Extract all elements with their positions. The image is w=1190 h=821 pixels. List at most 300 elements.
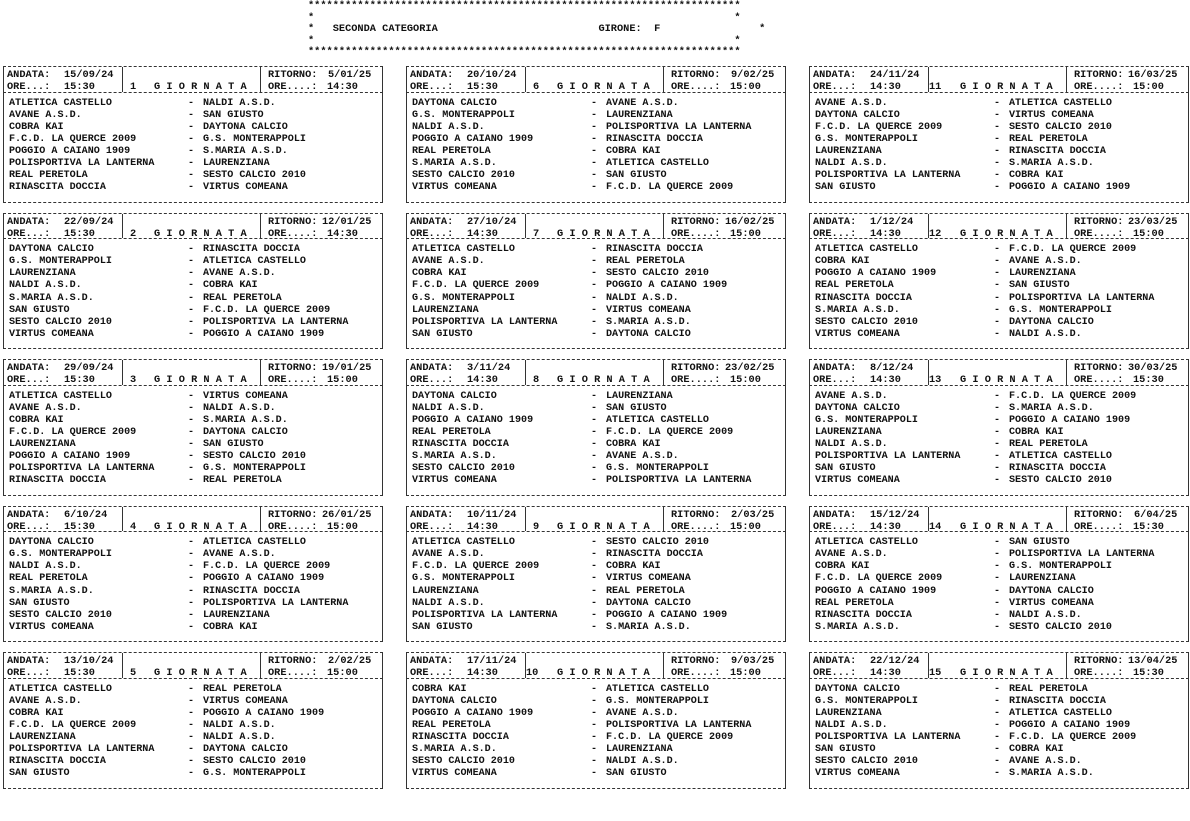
home-team: F.C.D. LA QUERCE 2009 bbox=[9, 133, 137, 145]
match-row bbox=[815, 439, 1188, 451]
match-dash: - bbox=[591, 146, 598, 158]
match-row bbox=[412, 403, 785, 415]
match-row bbox=[815, 720, 1188, 732]
divider bbox=[406, 641, 786, 642]
ore-label-2: ORE....: bbox=[1074, 520, 1124, 533]
home-team: SESTO CALCIO 2010 bbox=[412, 170, 515, 182]
home-team: POGGIO A CAIANO 1909 bbox=[9, 451, 131, 463]
home-team: LAURENZIANA bbox=[815, 426, 882, 438]
match-row bbox=[9, 756, 382, 768]
match-row bbox=[9, 732, 382, 744]
ritorno-label: RITORNO: bbox=[1074, 215, 1124, 228]
match-dash: - bbox=[188, 109, 195, 121]
home-team: NALDI A.S.D. bbox=[815, 158, 888, 170]
match-dash: - bbox=[994, 402, 1001, 414]
home-team: LAURENZIANA bbox=[412, 304, 479, 316]
match-row bbox=[815, 768, 1188, 780]
divider bbox=[406, 495, 786, 496]
divider bbox=[809, 202, 1189, 203]
home-team: LAURENZIANA bbox=[9, 439, 76, 451]
home-team: LAURENZIANA bbox=[9, 268, 76, 280]
match-row bbox=[412, 549, 785, 561]
round-block bbox=[3, 66, 383, 213]
away-team: SESTO CALCIO 2010 bbox=[203, 170, 306, 182]
away-team: LAURENZIANA bbox=[203, 158, 270, 170]
away-team: POLISPORTIVA LA LANTERNA bbox=[606, 475, 752, 487]
away-team: AVANE A.S.D. bbox=[606, 451, 679, 463]
ritorno-date: 16/02/25 bbox=[725, 215, 775, 228]
match-dash: - bbox=[591, 328, 598, 340]
home-team: REAL PERETOLA bbox=[412, 146, 491, 158]
away-team: SESTO CALCIO 2010 bbox=[606, 537, 709, 548]
away-team: POLISPORTIVA LA LANTERNA bbox=[606, 719, 752, 731]
match-list bbox=[809, 536, 1189, 641]
giornata-label: G I O R N A T A bbox=[960, 227, 1053, 240]
home-team: RINASCITA DOCCIA bbox=[412, 439, 509, 451]
match-dash: - bbox=[591, 695, 598, 707]
andata-time: 14:30 bbox=[870, 667, 901, 680]
ritorno-date: 23/03/25 bbox=[1128, 215, 1178, 228]
ritorno-label: RITORNO: bbox=[671, 508, 721, 521]
away-team: G.S. MONTERAPPOLI bbox=[203, 463, 306, 475]
andata-time: 14:30 bbox=[467, 227, 498, 240]
match-row bbox=[815, 451, 1188, 463]
home-team: DAYTONA CALCIO bbox=[9, 244, 94, 255]
away-team: NALDI A.S.D. bbox=[606, 756, 679, 768]
home-team: AVANE A.S.D. bbox=[815, 97, 888, 109]
ritorno-date: 23/02/25 bbox=[725, 362, 775, 374]
match-list bbox=[809, 390, 1189, 495]
match-dash: - bbox=[591, 121, 598, 133]
home-team: AVANE A.S.D. bbox=[9, 402, 82, 414]
home-team: LAURENZIANA bbox=[815, 146, 882, 158]
ore-label-2: ORE....: bbox=[268, 667, 318, 680]
home-team: VIRTUS COMEANA bbox=[815, 768, 900, 780]
match-row bbox=[9, 744, 382, 756]
separator bbox=[260, 67, 261, 92]
away-team: S.MARIA A.S.D. bbox=[1009, 158, 1094, 170]
match-row bbox=[9, 98, 382, 110]
home-team: SESTO CALCIO 2010 bbox=[815, 756, 918, 768]
match-dash: - bbox=[591, 182, 598, 194]
home-team: RINASCITA DOCCIA bbox=[9, 756, 106, 768]
round-header bbox=[809, 653, 1189, 678]
match-row bbox=[412, 98, 785, 110]
match-dash: - bbox=[994, 573, 1001, 585]
away-team: NALDI A.S.D. bbox=[1009, 328, 1082, 340]
home-team: NALDI A.S.D. bbox=[815, 719, 888, 731]
home-team: REAL PERETOLA bbox=[412, 426, 491, 438]
away-team: POGGIO A CAIANO 1909 bbox=[203, 573, 325, 585]
match-row bbox=[815, 244, 1188, 256]
home-team: G.S. MONTERAPPOLI bbox=[815, 133, 918, 145]
match-row bbox=[412, 573, 785, 585]
away-team: S.MARIA A.S.D. bbox=[1009, 768, 1094, 780]
match-row bbox=[9, 561, 382, 573]
match-row bbox=[815, 756, 1188, 768]
match-row bbox=[412, 134, 785, 146]
match-row bbox=[412, 110, 785, 122]
away-team: POGGIO A CAIANO 1909 bbox=[203, 707, 325, 719]
match-row bbox=[412, 427, 785, 439]
round-header bbox=[3, 507, 383, 532]
match-dash: - bbox=[591, 707, 598, 719]
match-dash: - bbox=[994, 121, 1001, 133]
match-row bbox=[815, 427, 1188, 439]
divider bbox=[406, 348, 786, 349]
divider bbox=[3, 348, 383, 349]
match-dash: - bbox=[591, 549, 598, 561]
home-team: VIRTUS COMEANA bbox=[9, 621, 94, 633]
divider bbox=[3, 788, 383, 789]
match-list bbox=[3, 536, 383, 641]
andata-date: 29/09/24 bbox=[64, 362, 114, 374]
match-row bbox=[815, 268, 1188, 280]
match-list bbox=[406, 97, 786, 202]
ritorno-date: 30/03/25 bbox=[1128, 362, 1178, 374]
giornata-label: G I O R N A T A bbox=[557, 520, 650, 533]
andata-date: 15/12/24 bbox=[870, 508, 920, 521]
away-team: REAL PERETOLA bbox=[1009, 683, 1088, 695]
match-dash: - bbox=[994, 707, 1001, 719]
ore-label: ORE...: bbox=[410, 667, 454, 680]
match-row bbox=[9, 463, 382, 475]
ore-label-2: ORE....: bbox=[1074, 81, 1124, 94]
giornata-number: 13 bbox=[929, 374, 942, 387]
giornata-label: G I O R N A T A bbox=[154, 81, 247, 94]
away-team: VIRTUS COMEANA bbox=[606, 573, 691, 585]
ore-label-2: ORE....: bbox=[671, 667, 721, 680]
away-team: POGGIO A CAIANO 1909 bbox=[1009, 414, 1131, 426]
away-team: AVANE A.S.D. bbox=[606, 97, 679, 109]
match-row bbox=[815, 610, 1188, 622]
home-team: SAN GIUSTO bbox=[412, 621, 473, 633]
match-dash: - bbox=[994, 683, 1001, 695]
separator bbox=[260, 360, 261, 385]
home-team: SAN GIUSTO bbox=[9, 768, 70, 780]
home-team: RINASCITA DOCCIA bbox=[412, 732, 509, 744]
ore-label-2: ORE....: bbox=[1074, 667, 1124, 680]
match-dash: - bbox=[591, 280, 598, 292]
match-dash: - bbox=[591, 256, 598, 268]
match-dash: - bbox=[591, 133, 598, 145]
ritorno-date: 5/01/25 bbox=[328, 69, 372, 81]
separator bbox=[525, 67, 526, 92]
away-team: G.S. MONTERAPPOLI bbox=[203, 768, 306, 780]
away-team: COBRA KAI bbox=[1009, 744, 1064, 756]
match-dash: - bbox=[591, 561, 598, 573]
separator bbox=[663, 360, 664, 385]
round-block bbox=[3, 652, 383, 799]
away-team: DAYTONA CALCIO bbox=[1009, 585, 1094, 597]
match-row bbox=[9, 439, 382, 451]
match-dash: - bbox=[188, 451, 195, 463]
match-list bbox=[406, 390, 786, 495]
ore-label: ORE...: bbox=[410, 81, 454, 94]
andata-date: 8/12/24 bbox=[870, 362, 914, 374]
giornata-number: 7 bbox=[533, 227, 540, 240]
away-team: NALDI A.S.D. bbox=[203, 719, 276, 731]
home-team: NALDI A.S.D. bbox=[815, 439, 888, 451]
ritorno-time: 15:00 bbox=[327, 520, 358, 533]
away-team: LAURENZIANA bbox=[606, 109, 673, 121]
match-row bbox=[9, 708, 382, 720]
match-row bbox=[815, 280, 1188, 292]
away-team: AVANE A.S.D. bbox=[606, 707, 679, 719]
home-team: DAYTONA CALCIO bbox=[815, 109, 900, 121]
separator bbox=[663, 507, 664, 532]
match-list bbox=[406, 243, 786, 348]
ore-label: ORE...: bbox=[410, 227, 454, 240]
away-team: ATLETICA CASTELLO bbox=[203, 256, 306, 268]
away-team: AVANE A.S.D. bbox=[203, 268, 276, 280]
home-team: G.S. MONTERAPPOLI bbox=[9, 256, 112, 268]
match-dash: - bbox=[591, 683, 598, 695]
match-list bbox=[809, 97, 1189, 202]
away-team: NALDI A.S.D. bbox=[1009, 609, 1082, 621]
round-block bbox=[406, 506, 786, 653]
match-row bbox=[9, 305, 382, 317]
home-team: G.S. MONTERAPPOLI bbox=[412, 109, 515, 121]
away-team: SAN GIUSTO bbox=[606, 170, 667, 182]
match-dash: - bbox=[591, 585, 598, 597]
giornata-label: G I O R N A T A bbox=[557, 81, 650, 94]
ritorno-time: 15:00 bbox=[730, 374, 761, 387]
home-team: S.MARIA A.S.D. bbox=[412, 158, 497, 170]
match-dash: - bbox=[591, 744, 598, 756]
separator bbox=[122, 360, 123, 385]
away-team: AVANE A.S.D. bbox=[1009, 756, 1082, 768]
ritorno-label: RITORNO: bbox=[268, 362, 318, 374]
match-dash: - bbox=[591, 316, 598, 328]
match-row bbox=[412, 391, 785, 403]
match-row bbox=[815, 122, 1188, 134]
ritorno-date: 9/02/25 bbox=[731, 69, 775, 81]
match-dash: - bbox=[994, 304, 1001, 316]
andata-label: ANDATA: bbox=[7, 69, 51, 81]
away-team: REAL PERETOLA bbox=[606, 256, 685, 268]
match-row bbox=[815, 744, 1188, 756]
match-row bbox=[815, 549, 1188, 561]
header-stars-top: ********************************************************************** bbox=[308, 0, 741, 12]
match-row bbox=[9, 170, 382, 182]
away-team: COBRA KAI bbox=[1009, 426, 1064, 438]
home-team: REAL PERETOLA bbox=[9, 573, 88, 585]
match-dash: - bbox=[994, 133, 1001, 145]
match-dash: - bbox=[994, 719, 1001, 731]
home-team: POLISPORTIVA LA LANTERNA bbox=[9, 463, 155, 475]
match-row bbox=[9, 684, 382, 696]
match-row bbox=[9, 610, 382, 622]
match-dash: - bbox=[994, 768, 1001, 780]
away-team: REAL PERETOLA bbox=[606, 585, 685, 597]
home-team: NALDI A.S.D. bbox=[9, 280, 82, 292]
ritorno-label: RITORNO: bbox=[671, 215, 721, 228]
away-team: POGGIO A CAIANO 1909 bbox=[1009, 182, 1131, 194]
match-row bbox=[9, 110, 382, 122]
away-team: ATLETICA CASTELLO bbox=[1009, 97, 1112, 109]
giornata-label: G I O R N A T A bbox=[154, 520, 247, 533]
home-team: REAL PERETOLA bbox=[412, 719, 491, 731]
away-team: SESTO CALCIO 2010 bbox=[606, 268, 709, 280]
away-team: DAYTONA CALCIO bbox=[606, 597, 691, 609]
match-dash: - bbox=[188, 439, 195, 451]
separator bbox=[122, 507, 123, 532]
home-team: AVANE A.S.D. bbox=[815, 390, 888, 402]
ore-label: ORE...: bbox=[813, 81, 857, 94]
away-team: F.C.D. LA QUERCE 2009 bbox=[606, 732, 734, 744]
divider bbox=[809, 348, 1189, 349]
match-row bbox=[412, 158, 785, 170]
away-team: VIRTUS COMEANA bbox=[1009, 109, 1094, 121]
match-row bbox=[412, 586, 785, 598]
andata-date: 22/12/24 bbox=[870, 655, 920, 667]
giornata-number: 5 bbox=[130, 667, 137, 680]
round-block bbox=[3, 506, 383, 653]
match-dash: - bbox=[994, 97, 1001, 109]
girone-label: GIRONE: bbox=[598, 23, 642, 36]
home-team: DAYTONA CALCIO bbox=[412, 97, 497, 109]
match-dash: - bbox=[994, 414, 1001, 426]
match-dash: - bbox=[188, 463, 195, 475]
match-row bbox=[815, 329, 1188, 341]
home-team: COBRA KAI bbox=[9, 707, 64, 719]
andata-label: ANDATA: bbox=[410, 69, 454, 81]
match-row bbox=[9, 146, 382, 158]
ritorno-date: 2/02/25 bbox=[328, 655, 372, 667]
away-team: ATLETICA CASTELLO bbox=[1009, 451, 1112, 463]
match-dash: - bbox=[591, 621, 598, 633]
separator bbox=[1066, 214, 1067, 239]
andata-date: 1/12/24 bbox=[870, 215, 914, 228]
away-team: DAYTONA CALCIO bbox=[203, 744, 288, 756]
home-team: SESTO CALCIO 2010 bbox=[412, 463, 515, 475]
giornata-label: G I O R N A T A bbox=[557, 667, 650, 680]
match-dash: - bbox=[591, 439, 598, 451]
home-team: SESTO CALCIO 2010 bbox=[9, 609, 112, 621]
andata-date: 27/10/24 bbox=[467, 215, 517, 228]
home-team: POGGIO A CAIANO 1909 bbox=[815, 268, 937, 280]
match-dash: - bbox=[188, 414, 195, 426]
round-block bbox=[406, 66, 786, 213]
separator bbox=[663, 214, 664, 239]
andata-time: 14:30 bbox=[467, 667, 498, 680]
ore-label-2: ORE....: bbox=[671, 227, 721, 240]
ritorno-label: RITORNO: bbox=[671, 655, 721, 667]
home-team: SAN GIUSTO bbox=[815, 463, 876, 475]
match-row bbox=[815, 475, 1188, 487]
match-row bbox=[9, 293, 382, 305]
away-team: REAL PERETOLA bbox=[1009, 133, 1088, 145]
match-row bbox=[9, 158, 382, 170]
away-team: REAL PERETOLA bbox=[203, 475, 282, 487]
round-header bbox=[3, 214, 383, 239]
match-dash: - bbox=[994, 244, 1001, 255]
girone-value: F bbox=[654, 23, 661, 36]
match-row bbox=[815, 305, 1188, 317]
match-dash: - bbox=[994, 146, 1001, 158]
column-2 bbox=[406, 66, 786, 799]
home-team: F.C.D. LA QUERCE 2009 bbox=[9, 719, 137, 731]
match-row bbox=[412, 451, 785, 463]
away-team: G.S. MONTERAPPOLI bbox=[606, 463, 709, 475]
match-dash: - bbox=[591, 109, 598, 121]
match-dash: - bbox=[188, 597, 195, 609]
match-row bbox=[815, 317, 1188, 329]
home-team: RINASCITA DOCCIA bbox=[9, 475, 106, 487]
home-team: POGGIO A CAIANO 1909 bbox=[815, 585, 937, 597]
giornata-label: G I O R N A T A bbox=[154, 667, 247, 680]
home-team: ATLETICA CASTELLO bbox=[815, 244, 918, 255]
home-team: AVANE A.S.D. bbox=[412, 256, 485, 268]
home-team: F.C.D. LA QUERCE 2009 bbox=[815, 121, 943, 133]
home-team: POLISPORTIVA LA LANTERNA bbox=[815, 732, 961, 744]
ritorno-date: 2/03/25 bbox=[731, 508, 775, 521]
match-dash: - bbox=[994, 170, 1001, 182]
home-team: SESTO CALCIO 2010 bbox=[815, 316, 918, 328]
match-dash: - bbox=[591, 304, 598, 316]
match-row bbox=[412, 756, 785, 768]
andata-time: 15:30 bbox=[64, 227, 95, 240]
giornata-number: 2 bbox=[130, 227, 137, 240]
ritorno-date: 26/01/25 bbox=[322, 508, 372, 521]
home-team: F.C.D. LA QUERCE 2009 bbox=[9, 426, 137, 438]
ritorno-date: 6/04/25 bbox=[1134, 508, 1178, 521]
match-row bbox=[412, 475, 785, 487]
home-team: G.S. MONTERAPPOLI bbox=[815, 414, 918, 426]
match-list bbox=[3, 683, 383, 788]
ore-label-2: ORE....: bbox=[671, 520, 721, 533]
separator bbox=[525, 653, 526, 678]
match-dash: - bbox=[188, 549, 195, 561]
home-team: VIRTUS COMEANA bbox=[815, 328, 900, 340]
andata-time: 14:30 bbox=[870, 227, 901, 240]
away-team: VIRTUS COMEANA bbox=[203, 390, 288, 402]
away-team: LAURENZIANA bbox=[606, 744, 673, 756]
match-dash: - bbox=[994, 390, 1001, 402]
andata-label: ANDATA: bbox=[813, 362, 857, 374]
giornata-number: 14 bbox=[929, 520, 942, 533]
header-box: ********************************************************************** * * * SECONDA CATEGORIA GIRONE: F * * * ********************************************************************** bbox=[308, 0, 766, 59]
ritorno-label: RITORNO: bbox=[1074, 362, 1124, 374]
home-team: ATLETICA CASTELLO bbox=[9, 683, 112, 695]
match-row bbox=[815, 293, 1188, 305]
match-row bbox=[9, 622, 382, 634]
match-dash: - bbox=[188, 573, 195, 585]
away-team: SAN GIUSTO bbox=[1009, 537, 1070, 548]
home-team: VIRTUS COMEANA bbox=[412, 475, 497, 487]
home-team: VIRTUS COMEANA bbox=[815, 475, 900, 487]
match-dash: - bbox=[994, 549, 1001, 561]
ore-label: ORE...: bbox=[7, 667, 51, 680]
match-row bbox=[412, 732, 785, 744]
match-row bbox=[412, 463, 785, 475]
home-team: POLISPORTIVA LA LANTERNA bbox=[412, 609, 558, 621]
andata-date: 17/11/24 bbox=[467, 655, 517, 667]
match-dash: - bbox=[994, 585, 1001, 597]
match-dash: - bbox=[994, 182, 1001, 194]
away-team: POLISPORTIVA LA LANTERNA bbox=[1009, 292, 1155, 304]
separator bbox=[525, 214, 526, 239]
ore-label: ORE...: bbox=[7, 227, 51, 240]
away-team: REAL PERETOLA bbox=[1009, 439, 1088, 451]
match-dash: - bbox=[188, 97, 195, 109]
home-team: DAYTONA CALCIO bbox=[815, 683, 900, 695]
ritorno-time: 15:00 bbox=[1133, 227, 1164, 240]
away-team: G.S. MONTERAPPOLI bbox=[1009, 304, 1112, 316]
match-dash: - bbox=[994, 475, 1001, 487]
home-team: SAN GIUSTO bbox=[9, 597, 70, 609]
